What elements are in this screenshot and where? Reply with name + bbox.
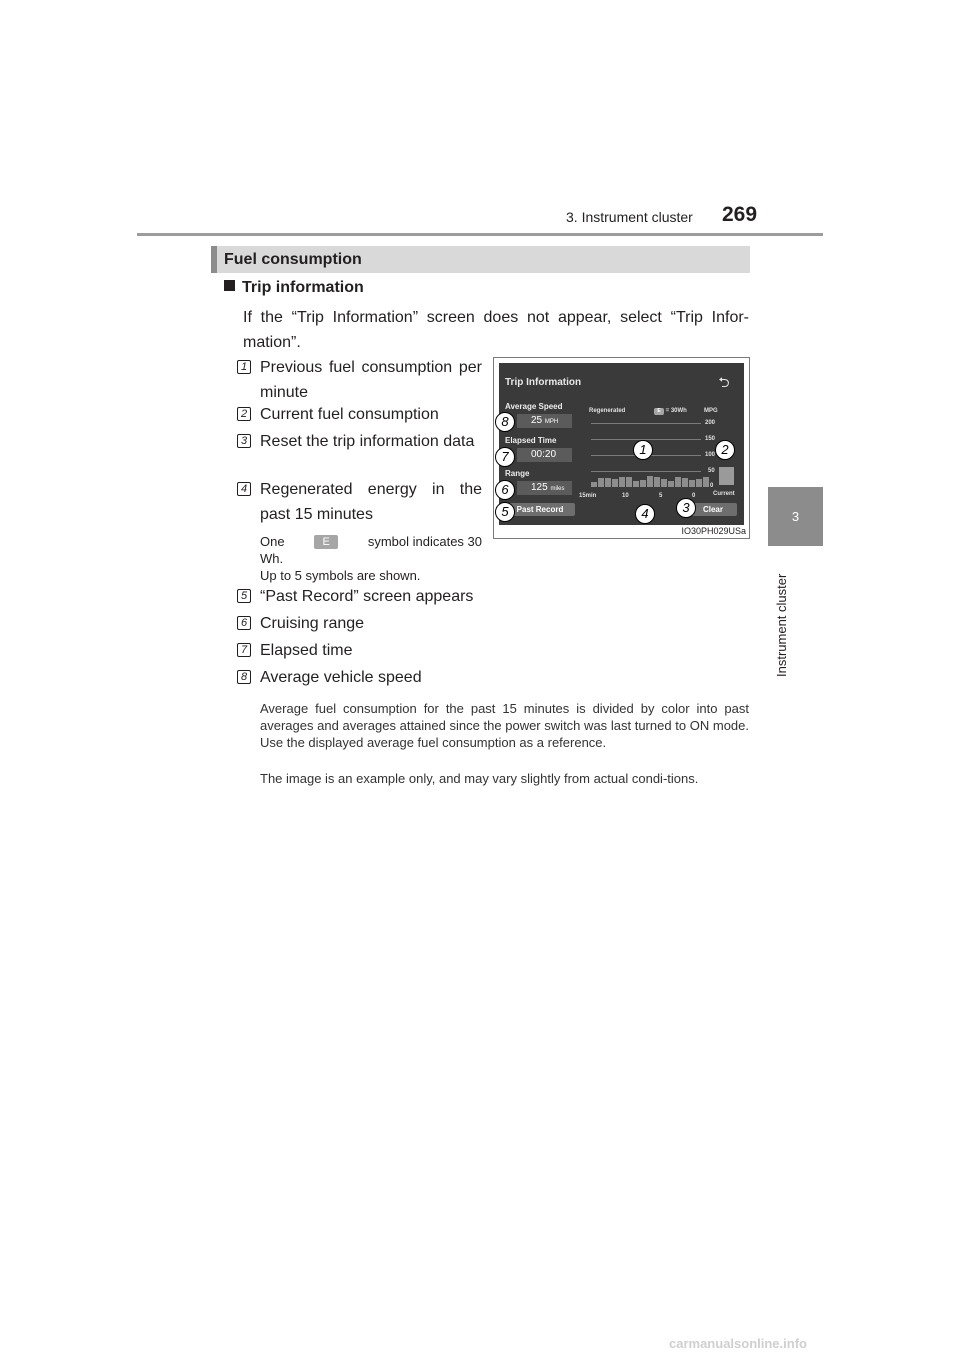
average-speed-value: 25 MPH xyxy=(517,414,572,428)
symbol-note-text: symbol indicates 30 xyxy=(367,534,482,549)
note-paragraph: Average fuel consumption for the past 15 minutes is divided by color into past averages and averages attained since the power switch was last turned to ON mode. Use the displayed average fuel consumption as a reference. xyxy=(260,701,749,750)
unit-label: MPG xyxy=(704,408,718,414)
callout-1: 1 xyxy=(633,440,653,460)
header-rule xyxy=(137,233,823,236)
item-text: “Past Record” screen appears xyxy=(260,588,474,605)
legend: E = 30Wh xyxy=(654,408,687,415)
trip-information-figure xyxy=(493,357,750,539)
y-tick-label: 150 xyxy=(705,436,716,442)
range-value: 125 miles xyxy=(517,481,572,495)
note-paragraph: The image is an example only, and may vary slightly from actual condi-tions. xyxy=(260,771,699,786)
chapter-side-label xyxy=(774,557,788,677)
fuel-bar xyxy=(619,477,625,487)
list-item xyxy=(237,638,537,663)
regenerated-label: Regenerated xyxy=(589,408,626,414)
callout-4: 4 xyxy=(635,504,655,524)
grid-line xyxy=(591,423,701,424)
fuel-bar xyxy=(654,477,660,487)
fuel-bar xyxy=(668,481,674,487)
x-tick-label: 5 xyxy=(659,493,663,499)
section-heading-bar xyxy=(211,246,750,273)
section-accent xyxy=(211,246,217,273)
callout-7: 7 xyxy=(495,447,515,467)
item-text: Cruising range xyxy=(260,615,365,632)
fuel-bar xyxy=(612,479,618,487)
item-text: Current fuel consumption xyxy=(260,406,439,423)
grid-line xyxy=(591,471,701,472)
fuel-bar xyxy=(598,478,604,487)
chapter-tab-number: 3 xyxy=(791,509,800,524)
fuel-bar xyxy=(640,480,646,487)
list-item xyxy=(237,665,537,690)
y-tick-label: 100 xyxy=(705,452,716,458)
item-number-badge: 7 xyxy=(237,643,251,657)
fuel-bar xyxy=(696,479,702,487)
current-bar xyxy=(719,467,734,485)
list-item xyxy=(237,584,537,609)
fuel-bar xyxy=(605,478,611,487)
fuel-bar xyxy=(689,480,695,487)
item-text: Reset the trip information data xyxy=(260,433,475,450)
past-record-button[interactable]: Past Record xyxy=(505,503,575,516)
list-item xyxy=(237,355,482,405)
item-text: Elapsed time xyxy=(260,642,353,659)
y-tick-label: 0 xyxy=(710,483,714,489)
fuel-bar xyxy=(675,477,681,487)
energy-symbol-icon: E xyxy=(314,535,338,549)
fuel-bar xyxy=(626,477,632,487)
item-number-badge: 5 xyxy=(237,589,251,603)
chapter-side-label-text: Instrument cluster xyxy=(774,573,789,677)
fuel-bar xyxy=(647,476,653,487)
x-tick-label: 15min xyxy=(579,493,597,499)
watermark: carmanualsonline.info xyxy=(669,1336,807,1351)
subsection-heading xyxy=(224,279,364,297)
back-arrow-icon[interactable]: ⮌ xyxy=(718,374,730,390)
item-number-badge: 8 xyxy=(237,670,251,684)
list-item xyxy=(237,429,482,454)
y-tick-label: 200 xyxy=(705,420,716,426)
item-text: Average vehicle speed xyxy=(260,669,422,686)
fuel-bar xyxy=(591,482,597,487)
item-number-badge: 1 xyxy=(237,360,251,374)
item-text: Previous fuel consumption per minute xyxy=(260,359,482,401)
item-number-badge: 3 xyxy=(237,434,251,448)
fuel-bar xyxy=(661,479,667,487)
subsection-title: Trip information xyxy=(242,279,364,296)
trip-information-screen xyxy=(499,363,744,525)
page-number: 269 xyxy=(722,203,758,226)
x-tick-label: 10 xyxy=(622,493,629,499)
running-header-chapter: 3. Instrument cluster xyxy=(566,209,693,225)
intro-paragraph: If the “Trip Information” screen does not appear, select “Trip Infor-mation”. xyxy=(243,309,749,351)
elapsed-time-value: 00:20 xyxy=(517,448,572,462)
symbol-note xyxy=(260,533,482,584)
symbol-note-text: Up to 5 symbols are shown. xyxy=(260,568,421,583)
callout-6: 6 xyxy=(495,480,515,500)
item-number-badge: 4 xyxy=(237,482,251,496)
callout-5: 5 xyxy=(495,502,515,522)
list-item xyxy=(237,611,537,636)
square-bullet-icon xyxy=(224,280,235,291)
clear-button[interactable]: Clear xyxy=(689,503,737,516)
elapsed-time-label: Elapsed Time xyxy=(505,436,557,445)
x-tick-label: 0 xyxy=(692,493,696,499)
screen-title: Trip Information xyxy=(505,377,582,388)
average-speed-label: Average Speed xyxy=(505,402,563,411)
item-text: Regenerated energy in the past 15 minutes xyxy=(260,481,482,523)
item-number-badge: 6 xyxy=(237,616,251,630)
list-item xyxy=(237,402,482,427)
fuel-bar xyxy=(633,481,639,487)
callout-3: 3 xyxy=(676,498,696,518)
energy-symbol-icon: E xyxy=(654,408,664,415)
item-number-badge: 2 xyxy=(237,407,251,421)
list-item xyxy=(237,477,482,527)
figure-caption: IO30PH029USa xyxy=(681,526,746,536)
fuel-bar xyxy=(682,478,688,487)
symbol-note-text: One xyxy=(260,534,285,549)
callout-2: 2 xyxy=(715,440,735,460)
current-label: Current xyxy=(713,491,735,497)
section-title: Fuel consumption xyxy=(224,251,362,268)
y-tick-label: 50 xyxy=(708,468,715,474)
fuel-bar xyxy=(703,477,709,487)
range-label: Range xyxy=(505,469,530,478)
symbol-note-text: Wh. xyxy=(260,551,284,566)
chapter-tab xyxy=(768,487,823,546)
callout-8: 8 xyxy=(495,412,515,432)
